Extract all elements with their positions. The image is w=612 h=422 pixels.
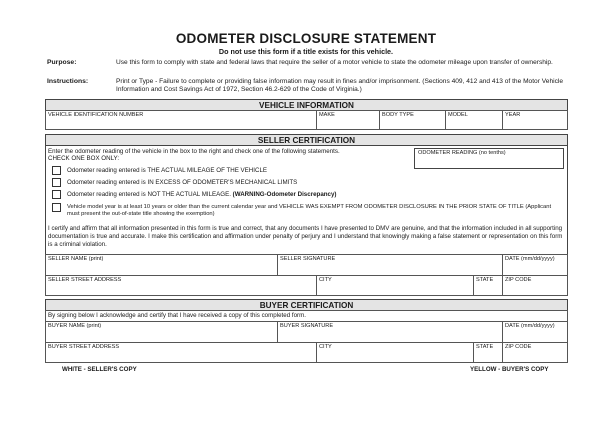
make-label: MAKE — [319, 112, 335, 118]
seller-street-label: SELLER STREET ADDRESS — [48, 277, 122, 283]
seller-signature-field[interactable] — [277, 254, 503, 276]
body-type-field[interactable] — [379, 110, 446, 130]
buyer-date-label: DATE (mm/dd/yyyy) — [505, 323, 555, 329]
seller-date-field[interactable] — [502, 254, 568, 276]
vehicle-section-header: VEHICLE INFORMATION — [45, 99, 568, 111]
odometer-reading-label: ODOMETER READING (no tenths) — [418, 150, 506, 156]
seller-zip-label: ZIP CODE — [505, 277, 532, 283]
seller-intro-line1: Enter the odometer reading of the vehicle in the box to the right and check one of the following statements. — [48, 148, 340, 155]
footer-seller-copy: WHITE - SELLER'S COPY — [62, 366, 137, 373]
seller-zip-field[interactable] — [502, 275, 568, 296]
checkbox-excess-mechanical-limits[interactable] — [52, 178, 61, 187]
model-field[interactable] — [445, 110, 503, 130]
seller-certify-text: I certify and affirm that all information presented in this form is true and correct, that any documents I have presented to DMV are genuine, and that the information included in all supporting documentation is true and accurate. I make this certification and affirmation under penalty of perjury and I understand that knowingly making a false statement or representation on this form is a criminal violation. — [48, 225, 563, 249]
seller-intro-line2: CHECK ONE BOX ONLY: — [48, 155, 120, 162]
form-title: ODOMETER DISCLOSURE STATEMENT — [175, 31, 437, 46]
buyer-name-field[interactable] — [45, 321, 278, 343]
seller-state-label: STATE — [476, 277, 494, 283]
year-field[interactable] — [502, 110, 568, 130]
buyer-name-label: BUYER NAME (print) — [48, 323, 102, 329]
buyer-state-field[interactable] — [473, 342, 503, 363]
instructions-text: Print or Type - Failure to complete or providing false information may result in fines and/or imprisonment. (Sections 409, 412 and 413 of the Motor Vehicle Information and Cost Savings Act of 1972, Section 46.2-629 of the Code of Virginia.) — [116, 78, 564, 94]
year-label: YEAR — [505, 112, 521, 118]
buyer-zip-label: ZIP CODE — [505, 344, 532, 350]
buyer-signature-field[interactable] — [277, 321, 503, 343]
buyer-section-header: BUYER CERTIFICATION — [45, 299, 568, 311]
checkbox-actual-mileage[interactable] — [52, 166, 61, 175]
seller-city-label: CITY — [319, 277, 332, 283]
odometer-reading-field[interactable] — [414, 148, 564, 169]
seller-signature-label: SELLER SIGNATURE — [280, 256, 336, 262]
seller-city-field[interactable] — [316, 275, 474, 296]
seller-name-field[interactable] — [45, 254, 278, 276]
seller-state-field[interactable] — [473, 275, 503, 296]
option-warning-text: (WARNING-Odometer Discrepancy) — [232, 191, 337, 198]
option-not-actual-text-row — [67, 191, 337, 199]
make-field[interactable] — [316, 110, 380, 130]
model-label: MODEL — [448, 112, 468, 118]
vin-label: VEHICLE IDENTIFICATION NUMBER — [48, 112, 144, 118]
purpose-text: Use this form to comply with state and federal laws that require the seller of a motor vehicle to state the odometer mileage upon transfer of ownership. — [116, 59, 553, 66]
seller-section-header: SELLER CERTIFICATION — [45, 134, 568, 146]
checkbox-exempt-disclosure[interactable] — [52, 203, 61, 212]
buyer-zip-field[interactable] — [502, 342, 568, 363]
instructions-label: Instructions: — [47, 78, 89, 85]
footer-buyer-copy: YELLOW - BUYER'S COPY — [470, 366, 549, 373]
option-excess-limits-text: Odometer reading entered is IN EXCESS OF ODOMETER'S MECHANICAL LIMITS — [67, 179, 298, 186]
buyer-street-label: BUYER STREET ADDRESS — [48, 344, 120, 350]
form-subtitle: Do not use this form if a title exists for this vehicle. — [218, 47, 394, 56]
buyer-street-field[interactable] — [45, 342, 317, 363]
body-type-label: BODY TYPE — [382, 112, 414, 118]
seller-street-field[interactable] — [45, 275, 317, 296]
buyer-state-label: STATE — [476, 344, 494, 350]
buyer-date-field[interactable] — [502, 321, 568, 343]
purpose-label: Purpose: — [47, 59, 77, 66]
option-not-actual-text: Odometer reading entered is NOT THE ACTUAL MILEAGE. — [67, 191, 231, 198]
seller-date-label: DATE (mm/dd/yyyy) — [505, 256, 555, 262]
buyer-signature-label: BUYER SIGNATURE — [280, 323, 334, 329]
vin-field[interactable] — [45, 110, 317, 130]
seller-name-label: SELLER NAME (print) — [48, 256, 104, 262]
buyer-city-label: CITY — [319, 344, 332, 350]
option-actual-mileage-text: Odometer reading entered is THE ACTUAL MILEAGE OF THE VEHICLE — [67, 167, 268, 174]
buyer-city-field[interactable] — [316, 342, 474, 363]
buyer-ack-text: By signing below I acknowledge and certify that I have received a copy of this completed form. — [48, 312, 306, 319]
checkbox-not-actual-mileage[interactable] — [52, 190, 61, 199]
option-exempt-text: Vehicle model year is at least 10 years or older than the current calendar year and VEHICLE WAS EXEMPT FROM ODOMETER DISCLOSURE IN THE PRIOR STATE OF TITLE (Applicant must present the out-of-state title showing the exemption) — [67, 204, 552, 218]
